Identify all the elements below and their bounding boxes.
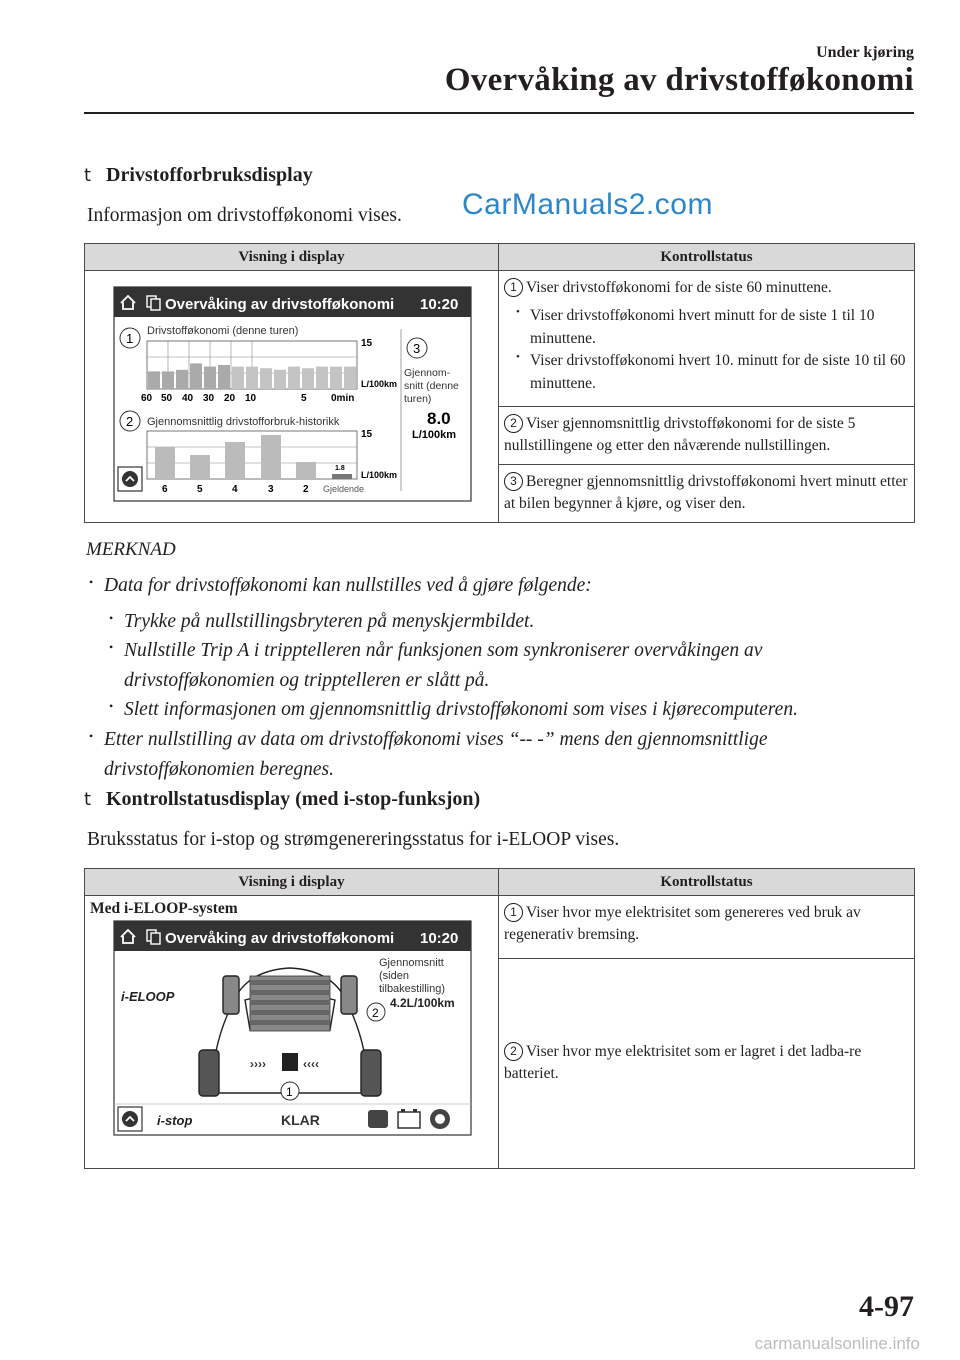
callout-1: 1 (126, 331, 134, 346)
tick-5: 5 (301, 393, 307, 404)
note-title: MERKNAD (86, 539, 176, 560)
unit-2: L/100km (361, 470, 398, 480)
section-intro: Informasjon om drivstofføkonomi vises. (87, 205, 402, 226)
display-cell-2 (85, 896, 499, 1169)
page-title: Overvåking av drivstofføkonomi (444, 62, 914, 98)
avg2-line2: (siden (379, 970, 409, 982)
callout-2: 2 (126, 414, 134, 429)
unit-1: L/100km (361, 379, 398, 389)
avg-label-line1: Gjennom- (404, 367, 451, 379)
status2-row-1 (499, 896, 915, 959)
hist-tick-5: 5 (197, 484, 203, 495)
trip-bar-60 (148, 371, 160, 389)
callout2-2: 2 (372, 1006, 379, 1020)
note-sub-3: • Slett informasjonen om gjennomsnittlig drivstofføkonomi som vises i kjørecomputeren. (108, 695, 916, 725)
tick-10: 10 (245, 393, 257, 404)
ac-icon (430, 1109, 450, 1129)
istop-logo: i-stop (157, 1113, 193, 1128)
istop-screen (85, 918, 498, 1168)
fuel-display-table (84, 243, 915, 523)
section-heading-istop (84, 788, 480, 811)
hist-tick-3: 3 (268, 484, 274, 495)
engine-icon (368, 1110, 388, 1128)
current-value: 1.8 (335, 465, 345, 472)
row2-2-number: 2 (504, 1042, 523, 1061)
section-heading-text: Drivstofforbruksdisplay (106, 164, 313, 186)
row1-bullet-2: • Viser drivstofføkonomi hvert 10. minutt for de siste 10 til 60 minuttene. (518, 350, 908, 395)
trip-bar-20 (204, 367, 216, 389)
trip-bar-7 (260, 368, 272, 389)
tick-60: 60 (141, 393, 153, 404)
avg2-line1: Gjennomsnitt (379, 957, 444, 969)
col-header-display-2: Visning i display (85, 869, 499, 896)
trip-bar-40 (176, 370, 188, 389)
screen2-title: Overvåking av drivstofføkonomi (165, 930, 395, 947)
section-heading-fuel-display (84, 164, 313, 187)
row1-text: Viser drivstofføkonomi for de siste 60 minuttene. (526, 279, 832, 296)
row2-text: Viser gjennomsnittlig drivstofføkonomi for de siste 5 nullstillingene og etter den nåværende nullstillingen. (504, 415, 856, 455)
screen-title: Overvåking av drivstofføkonomi (165, 296, 395, 313)
scale-max-2: 15 (361, 429, 373, 440)
section2-heading-text: Kontrollstatusdisplay (med i-stop-funksjon) (106, 788, 481, 810)
istop-table (84, 868, 915, 1169)
trip-economy-label: Drivstofføkonomi (denne turen) (147, 325, 299, 337)
col-header-display: Visning i display (85, 244, 499, 271)
tick-30: 30 (203, 393, 215, 404)
note-bullet-1: • Data for drivstofføkonomi kan nullstilles ved å gjøre følgende: (88, 571, 916, 601)
row1-number: 1 (504, 278, 523, 297)
trip-bar-8 (246, 367, 258, 389)
avg2-line3: tilbakestilling) (379, 983, 446, 995)
callout2-1: 1 (286, 1085, 293, 1099)
hist-tick-2: 2 (303, 484, 309, 495)
avg-value: 8.0 (427, 409, 451, 428)
trip-bar-10 (218, 365, 230, 389)
flow-arrows-left: ›››› (250, 1057, 266, 1071)
tick-50: 50 (161, 393, 173, 404)
eloop-logo: i-ELOOP (121, 989, 175, 1004)
note-sub-list (108, 607, 916, 726)
trip-bar-1 (344, 367, 356, 389)
row3-text: Beregner gjennomsnittlig drivstofføkonomi hvert minutt etter at bilen begynner å kjøre, og viser den. (504, 472, 908, 513)
col-header-status-2: Kontrollstatus (499, 869, 915, 896)
history-bar-5 (190, 455, 210, 479)
history-label: Gjennomsnittlig drivstofforbruk-historikk (147, 416, 340, 428)
battery-stack (250, 976, 330, 1031)
section2-intro: Bruksstatus for i-stop og strømgenereringsstatus for i-ELOOP vises. (87, 829, 620, 850)
avg2-value: 4.2L/100km (390, 996, 455, 1010)
system-label: Med i-ELOOP-system (90, 900, 238, 917)
row2-1-number: 1 (504, 903, 523, 922)
hist-tick-6: 6 (162, 484, 168, 495)
col-header-status: Kontrollstatus (499, 244, 915, 271)
history-bar-current (332, 474, 352, 479)
status-row-3 (499, 464, 915, 522)
scale-max-1: 15 (361, 338, 373, 349)
screen2-time: 10:20 (420, 930, 459, 947)
avg-label-line2: snitt (denne (404, 380, 459, 392)
history-bar-4 (225, 442, 245, 479)
header-rule (84, 112, 914, 114)
tick-40: 40 (182, 393, 194, 404)
watermark: CarManuals2.com (462, 188, 713, 221)
row3-number: 3 (504, 472, 523, 491)
menu-up-button[interactable] (118, 467, 142, 491)
trip-bar-6 (274, 370, 286, 389)
callout-3: 3 (413, 341, 421, 356)
fuel-economy-screen (85, 271, 498, 521)
trip-bar-50 (162, 371, 174, 389)
row2-2-text: Viser hvor mye elektrisitet som er lagret i det ladba-re batteriet. (504, 1042, 862, 1083)
row2-number: 2 (504, 414, 523, 433)
row2-1-text: Viser hvor mye elektrisitet som genereres ved bruk av regenerativ bremsing. (504, 904, 861, 944)
capacitor-icon (282, 1053, 298, 1071)
avg-label-line3: turen) (404, 393, 432, 405)
trip-bar-9 (232, 367, 244, 389)
note-block (86, 536, 916, 784)
footer-watermark: carmanualsonline.info (754, 1334, 920, 1353)
trip-bar-2 (330, 367, 342, 389)
trip-bar-3 (316, 367, 328, 389)
section-bullet: t (84, 165, 92, 186)
trip-bar-30 (190, 363, 202, 389)
flow-arrows-right: ‹‹‹‹ (303, 1057, 319, 1071)
avg-unit: L/100km (412, 429, 457, 441)
hist-tick-4: 4 (232, 484, 238, 495)
chapter-label: Under kjøring (816, 44, 914, 61)
row1-bullet-1: • Viser drivstofføkonomi hvert minutt for de siste 1 til 10 minuttene. (518, 305, 908, 350)
section-bullet-2: t (84, 789, 92, 810)
tick-0min: 0min (331, 393, 355, 404)
note-sub-1: • Trykke på nullstillingsbryteren på menyskjermbildet. (108, 607, 916, 637)
history-bar-6 (155, 447, 175, 479)
current-label: Gjeldende (323, 484, 365, 494)
battery-icon (398, 1109, 420, 1128)
istop-status: KLAR (281, 1112, 320, 1128)
note-sub-2: • Nullstille Trip A i tripptelleren når funksjonen som synkroniserer overvåkingen av drivstofføkonomien og tripptelleren er slått på. (108, 636, 916, 695)
trip-bar-4 (302, 368, 314, 389)
page-number: 4-97 (859, 1290, 914, 1323)
screen-time: 10:20 (420, 296, 459, 313)
status-row-1 (499, 271, 915, 407)
note-bullet-2: • Etter nullstilling av data om drivstofføkonomi vises “-- -” mens den gjennomsnittlige drivstofføkonomien beregnes. (88, 725, 916, 784)
history-bar-2 (296, 462, 316, 479)
display-cell (85, 271, 499, 523)
tick-20: 20 (224, 393, 236, 404)
status2-row-2 (499, 958, 915, 1168)
menu-up-button-2[interactable] (118, 1107, 142, 1131)
history-bar-3 (261, 435, 281, 479)
trip-bar-5 (288, 367, 300, 389)
status-row-2 (499, 407, 915, 465)
